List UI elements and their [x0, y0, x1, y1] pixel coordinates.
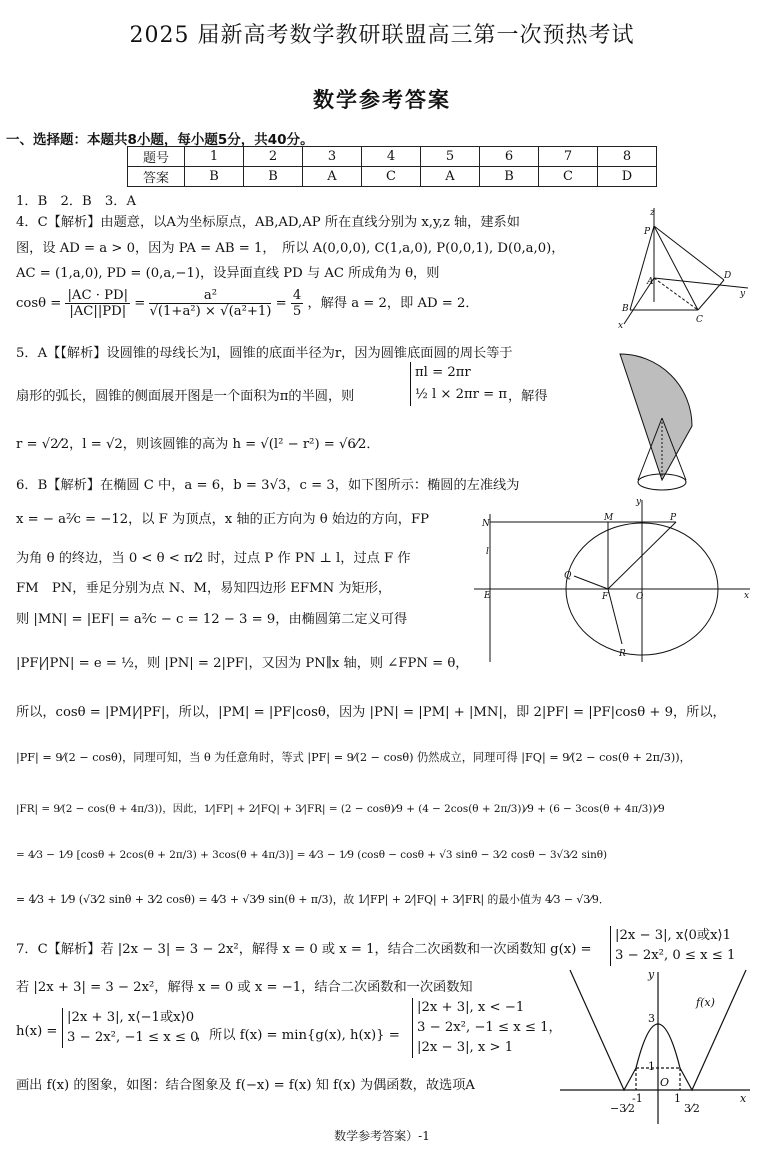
fx-graph-figure [560, 966, 758, 1126]
table-cell: 题号 [128, 147, 185, 167]
q4-frac-1 [65, 288, 130, 319]
q7-g-eq-1: |2x − 3|, x⟨0或x⟩1 [615, 928, 732, 943]
q7-f-eq-3: |2x − 3|, x > 1 [417, 1040, 514, 1055]
y-axis [654, 278, 748, 288]
q6-line-c: 为角 θ 的终边，当 0 < θ < π⁄2 时，过点 P 作 PN ⊥ l，过点 F 作 [16, 551, 411, 566]
q6-line-g: 所以，cosθ = |PM|⁄|PF|，所以，|PM| = |PF|cosθ，因为 |PN| = |PM| + |MN|，即 2|PF| = |PF|cosθ + 9，所以， [16, 705, 726, 720]
q6-line-i: |FR| = 9⁄(2 − cos(θ + 4π/3))，因此，1⁄|FP| + 2⁄|FQ| + 3⁄|FR| = (2 − cosθ)⁄9 + (4 − 2cos(θ + 2π/3))⁄9 + (6 − 3cos(θ + 4π/3))⁄9 [16, 803, 665, 815]
q5-line-b: 扇形的弧长，圆锥的侧面展开图是一个面积为π的半圆，则 [16, 389, 355, 404]
table-cell: A [303, 167, 362, 187]
segment-FQ [574, 576, 608, 589]
label-P: P [670, 513, 677, 523]
q7-f-system [412, 998, 562, 1058]
label-x: x [618, 321, 624, 330]
label-D: D [724, 271, 732, 281]
q7-f-label: ，所以 f(x) = min{g(x), h(x)} = [196, 1028, 400, 1043]
q7-f-eq-2: 3 − 2x², −1 ≤ x ≤ 1， [417, 1020, 562, 1035]
q4-frac-2 [149, 288, 271, 319]
q5-line-c: r = √2⁄2，l = √2，则该圆锥的高为 h = √(l² − r²) = √6⁄2． [16, 437, 380, 452]
page-title: 2025 届新高考数学教研联盟高三第一次预热考试 [129, 23, 635, 48]
edge-PD [654, 226, 724, 280]
answer-table [127, 146, 657, 187]
q4-cos-label: cosθ = [16, 296, 62, 311]
table-cell: D [598, 167, 657, 187]
segment-FR [608, 589, 622, 644]
edge-PC [654, 226, 698, 310]
q5-solve-label: ，解得 [508, 389, 548, 404]
frac-den: |AC||PD| [69, 304, 127, 319]
label-C: C [696, 315, 703, 325]
diag-AC [654, 278, 698, 310]
q6-line-j: = 4⁄3 − 1⁄9 [cosθ + 2cos(θ + 2π/3) + 3cos(θ + 4π/3)] = 4⁄3 − 1⁄9 (cosθ − cosθ + √3 sinθ − 3⁄2 cosθ − 3√3⁄2 sinθ) [16, 849, 608, 861]
table-row [128, 147, 657, 167]
ellipse-figure [474, 494, 756, 662]
q6-line-k: = 4⁄3 + 1⁄9 (√3⁄2 sinθ + 3⁄2 cosθ) = 4⁄3 + √3⁄9 sin(θ + π/3)，故 1⁄|FP| + 2⁄|FQ| + 3⁄|FR| 的最小值为 4⁄3 − √3⁄9． [16, 893, 610, 906]
q5-system [410, 362, 507, 406]
label-x: x [740, 1092, 747, 1105]
frac-num: a² [149, 288, 271, 304]
label-E: E [484, 591, 491, 601]
label-1b: 1 [674, 1092, 681, 1105]
q6-line-h: |PF| = 9⁄(2 − cosθ)，同理可知，当 θ 为任意角时，等式 |PF| = 9⁄(2 − cosθ) 仍然成立，同理可得 |FQ| = 9⁄(2 − cos(θ + 2π/3))， [16, 751, 691, 764]
q4-line-a: 4．C【解析】由题意，以A为坐标原点，AB,AD,AP 所在直线分别为 x,y,z 轴，建系如 [16, 215, 520, 230]
q7-line-a: 7．C【解析】若 |2x − 3| = 3 − 2x²，解得 x = 0 或 x = 1，结合二次函数和一次函数知 g(x) = [16, 942, 592, 957]
edge-PB [630, 226, 654, 310]
q7-h-system [62, 1008, 198, 1048]
q7-line-d: 画出 f(x) 的图象，如图：结合图象及 f(−x) = f(x) 知 f(x) 为偶函数，故选项A [16, 1078, 475, 1093]
q5-line-a: 5．A【【解析】设圆锥的母线长为l，圆锥的底面半径为r，因为圆锥底面圆的周长等于 [16, 346, 513, 361]
q4-frac-3 [291, 288, 303, 319]
q6-line-b: x = − a²⁄c = −12，以 F 为顶点，x 轴的正方向为 θ 始边的方向，FP [16, 512, 429, 527]
table-cell: 答案 [128, 167, 185, 187]
label-y: y [648, 968, 655, 981]
table-cell: B [480, 167, 539, 187]
pyramid-figure [610, 206, 760, 330]
frac-num: |AC · PD| [67, 288, 129, 303]
label-x: x [744, 591, 750, 601]
label-y: y [740, 289, 746, 299]
sector-shape [620, 354, 692, 480]
label-O: O [636, 592, 644, 602]
frac-den: 5 [292, 304, 302, 319]
q7-g-system [610, 926, 735, 966]
table-row [128, 167, 657, 187]
section-heading: 一、选择题：本题共8小题，每小题5分，共40分。 [6, 132, 314, 148]
q7-h-eq-2: 3 − 2x², −1 ≤ x ≤ 0 [67, 1030, 199, 1045]
label-O: O [660, 1076, 670, 1089]
q5-eq-2: ½ l × 2πr = π [415, 387, 508, 402]
q7-g-eq-2: 3 − 2x², 0 ≤ x ≤ 1 [615, 948, 736, 963]
table-cell: B [244, 167, 303, 187]
table-cell: 1 [185, 147, 244, 167]
label-1: 1 [648, 1060, 655, 1073]
label-fx: f(x) [696, 996, 715, 1009]
page-footer: 数学参考答案）-1 [334, 1129, 430, 1143]
q7-f-eq-1: |2x + 3|, x < −1 [417, 1000, 525, 1015]
label-B: B [622, 304, 629, 314]
label-N: N [482, 519, 490, 529]
label-Q: Q [564, 571, 572, 581]
label-A: A [647, 277, 654, 287]
label-l: l [486, 547, 489, 557]
table-cell: 2 [244, 147, 303, 167]
cone-sector-figure [612, 348, 722, 496]
label-3: 3 [648, 1012, 655, 1025]
label-P: P [644, 227, 651, 237]
table-cell: 3 [303, 147, 362, 167]
curve-left-linear [570, 970, 636, 1090]
label-F: F [602, 592, 609, 602]
frac-num: 4 [292, 288, 302, 303]
frac-den: √(1+a²) × √(a²+1) [149, 304, 272, 319]
q7-h-eq-1: |2x + 3|, x⟨−1或x⟩0 [67, 1010, 195, 1025]
page-subtitle: 数学参考答案 [313, 87, 451, 112]
q4-line-c: AC = (1,a,0), PD = (0,a,−1)，设异面直线 PD 与 AC 所成角为 θ，则 [16, 266, 440, 281]
q6-line-f: |PF|⁄|PN| = e = ½，则 |PN| = 2|PF|，又因为 PN∥x 轴，则 ∠FPN = θ， [16, 656, 469, 671]
curve-right-linear [680, 970, 746, 1090]
q5-eq-1: πl = 2πr [415, 365, 471, 380]
table-cell: C [362, 167, 421, 187]
table-cell: 5 [421, 147, 480, 167]
label-M: M [604, 513, 614, 523]
q4-conclusion: ，解得 a = 2，即 AD = 2． [307, 296, 479, 311]
table-cell: 4 [362, 147, 421, 167]
q4-formula: cosθ = $\frac{|AC \cdot PD|}{|AC||PD|}$ = $\frac{\text{a²}}{\text{√(1+a²) × √(a²+1)}}$ = $\frac{4}{5}$ ，解得 a = 2，即 AD = 2． [16, 288, 479, 319]
q6-line-e: 则 |MN| = |EF| = a²⁄c − c = 12 − 3 = 9，由椭圆第二定义可得 [16, 612, 408, 627]
table-cell: C [539, 167, 598, 187]
q4-line-b: 图，设 AD = a > 0，因为 PA = AB = 1， 所以 A(0,0,0), C(1,a,0), P(0,0,1), D(0,a,0)， [16, 241, 565, 256]
table-cell: B [185, 167, 244, 187]
label-3-2: 3⁄2 [684, 1102, 700, 1115]
label-y: y [636, 497, 642, 507]
q7-line-b: 若 |2x + 3| = 3 − 2x²，解得 x = 0 或 x = −1，结合二次函数和一次函数知 [16, 980, 473, 995]
label-R: R [619, 649, 626, 659]
table-cell: 6 [480, 147, 539, 167]
q6-line-a: 6．B【解析】在椭圆 C 中，a = 6，b = 3√3，c = 3，如下图所示：椭圆的左准线为 [16, 478, 520, 493]
q6-line-d: FM PN，垂足分别为点 N、M，易知四边形 EFMN 为矩形， [16, 581, 392, 596]
table-cell: A [421, 167, 480, 187]
q7-h-label: h(x) = [16, 1024, 58, 1039]
label-z: z [650, 208, 655, 218]
answer-line-1-3: 1．B 2．B 3．A [16, 194, 137, 209]
label-neg-3-2: −3⁄2 [610, 1102, 636, 1115]
table-cell: 7 [539, 147, 598, 167]
label-neg-1: -1 [632, 1092, 643, 1105]
table-cell: 8 [598, 147, 657, 167]
